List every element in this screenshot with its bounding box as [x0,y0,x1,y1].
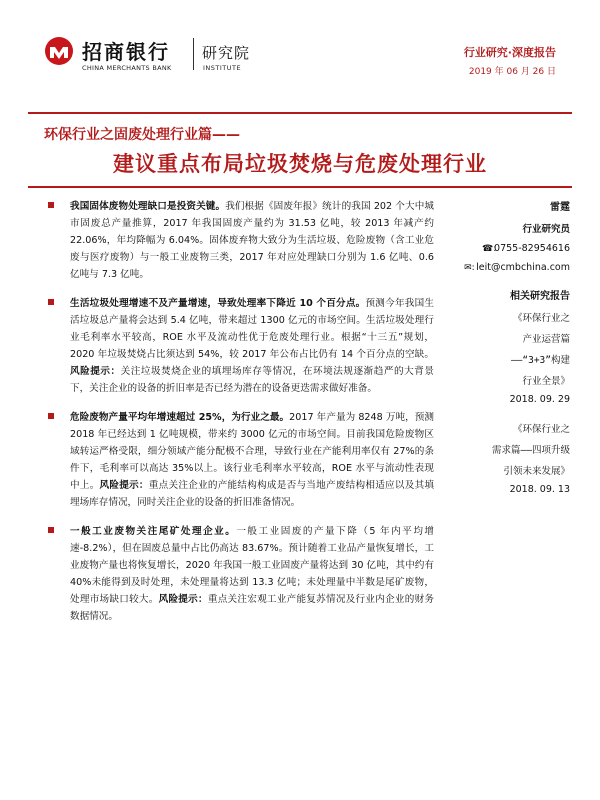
risk-text: 重点关注企业的产能结构构成是否与当地产废结构相适应以及其填埋场库存情况，同时关注企业的设备的折旧准备情况。 [70,480,435,508]
risk-label: 风险提示： [99,480,149,491]
related-report-title[interactable] [460,308,570,392]
summary-body: 预测今年我国生活垃圾总产量将会达到 5.4 亿吨，带来超过 1300 亿元的市场空间。生活垃圾处理行业毛利率水平较高，ROE 水平及流动性优于危废处理行业。根据“十三五”规划，2020 年垃圾焚烧占比须达到 54%，较 2017 年公布占比仍有 14 个百分点的空缺。 [70,298,435,360]
related-report-date: 2018. 09. 13 [509,484,570,495]
report-type: 行业研究·深度报告 [463,46,556,59]
analyst-name: 雷霆 [550,202,570,213]
risk-text: 重点关注宏观工业产能复苏情况及行业内企业的财务数据情况。 [70,594,435,622]
risk-label: 风险提示： [70,366,121,377]
summary-point [48,409,434,511]
report-title-line: 产业运营篇 [522,334,570,345]
report-title-line: 《环保行业之 [512,424,570,435]
bullet-icon [48,202,54,208]
risk-label: 风险提示： [158,594,208,605]
analyst-phone [460,243,570,254]
summary-paragraph [70,523,434,625]
summary-paragraph [70,409,434,511]
brand-divider [193,38,194,70]
summary-paragraph [70,295,434,397]
institute-name: 研究院 [202,44,251,62]
analyst-role: 行业研究员 [522,224,570,235]
summary-point [48,523,434,625]
email-address[interactable]: leit@cmbchina.com [476,262,570,273]
title-rule-top [28,112,572,114]
brand-name: 招商银行 [82,40,170,64]
summary-point [48,198,434,283]
title-rule-bottom [28,186,572,188]
risk-text: 关注垃圾焚烧企业的填埋场库存等情况，在环境法规逐渐趋严的大背景下，关注企业的设备的折旧率是否已经为潜在的设备更迭需求做好准备。 [70,366,435,394]
summary-body: 一般工业固废的产量下降（5 年内平均增速-8.2%），但在固废总量中占比仍高达 83.67%。预计随着工业品产量恢复增长，工业废物产量也将恢复增长，2020 年我国一般工业固废产量将达到 30 亿吨，其中约有 40%未能得到及时处理，未处理量将达到 13.3 亿吨；未处理量中半数是尾矿废物，处理市场缺口较大。 [70,526,435,605]
title-block [28,112,572,186]
bullet-icon [48,413,54,419]
summary-lead: 一般工业废物关注尾矿处理企业。 [70,526,237,537]
report-title-line: 引领未来发展》 [503,466,570,477]
summary-lead: 危险废物产量平均年增速超过 25%，为行业之最。 [70,412,290,423]
report-header [0,0,600,100]
report-title-line: 《环保行业之 [512,313,570,324]
report-subtitle: 环保行业之固废处理行业篇—— [44,127,240,143]
summary-paragraph [70,198,434,283]
summary-point [48,295,434,397]
summary-lead: 生活垃圾处理增速不及产量增速，导致处理率下降近 10 个百分点。 [70,298,366,309]
phone-icon: ☎: [482,244,497,254]
phone-number: 0755-82954616 [494,243,570,254]
cmb-logo-icon [44,36,74,66]
analyst-email [460,262,570,273]
bullet-icon [48,299,54,305]
report-title-line: ——“3+3”构建 [510,355,570,366]
related-reports-heading: 相关研究报告 [510,291,570,302]
email-icon: ✉: [464,263,475,273]
bullet-icon [48,527,54,533]
summary-body: 2017 年产量为 8248 万吨，预测 2018 年已经达到 1 亿吨规模，带来约 3000 亿元的市场空间。目前我国危险废物区域转运严格受限，细分领域产能分配极不合理，导致行业在产能利用率仅有 27%的条件下，毛利率可以高达 35%以上。该行业毛利率水平较高，ROE 水平与流动性表现中上。 [70,412,434,491]
summary-content [48,198,434,637]
report-date: 2019 年 06 月 26 日 [468,67,556,77]
summary-body: 我们根据《固废年报》统计的我国 202 个大中城市固废总产量推算，2017 年我国固废产量约为 31.53 亿吨，较 2013 年减产约 22.06%，年均降幅为 6.04%。固体废弃物大致分为生活垃圾、危险废物（含工业危废与医疗废物）与一般工业废物三类，2017 年对应处理缺口分别为 1.6 亿吨、0.6 亿吨与 7.3 亿吨。 [70,201,434,280]
brand-name-en: CHINA MERCHANTS BANK [82,64,172,72]
institute-name-en: INSTITUTE [203,64,242,72]
report-title-line: 需求篇——四项升级 [492,445,570,456]
report-title-line: 行业全景》 [522,376,570,387]
summary-lead: 我国固体废物处理缺口是投资关键。 [70,201,226,212]
related-report-title[interactable] [460,419,570,482]
related-report-date: 2018. 09. 29 [509,394,570,405]
sidebar [460,198,570,509]
report-title: 建议重点布局垃圾焚烧与危废处理行业 [113,152,487,176]
